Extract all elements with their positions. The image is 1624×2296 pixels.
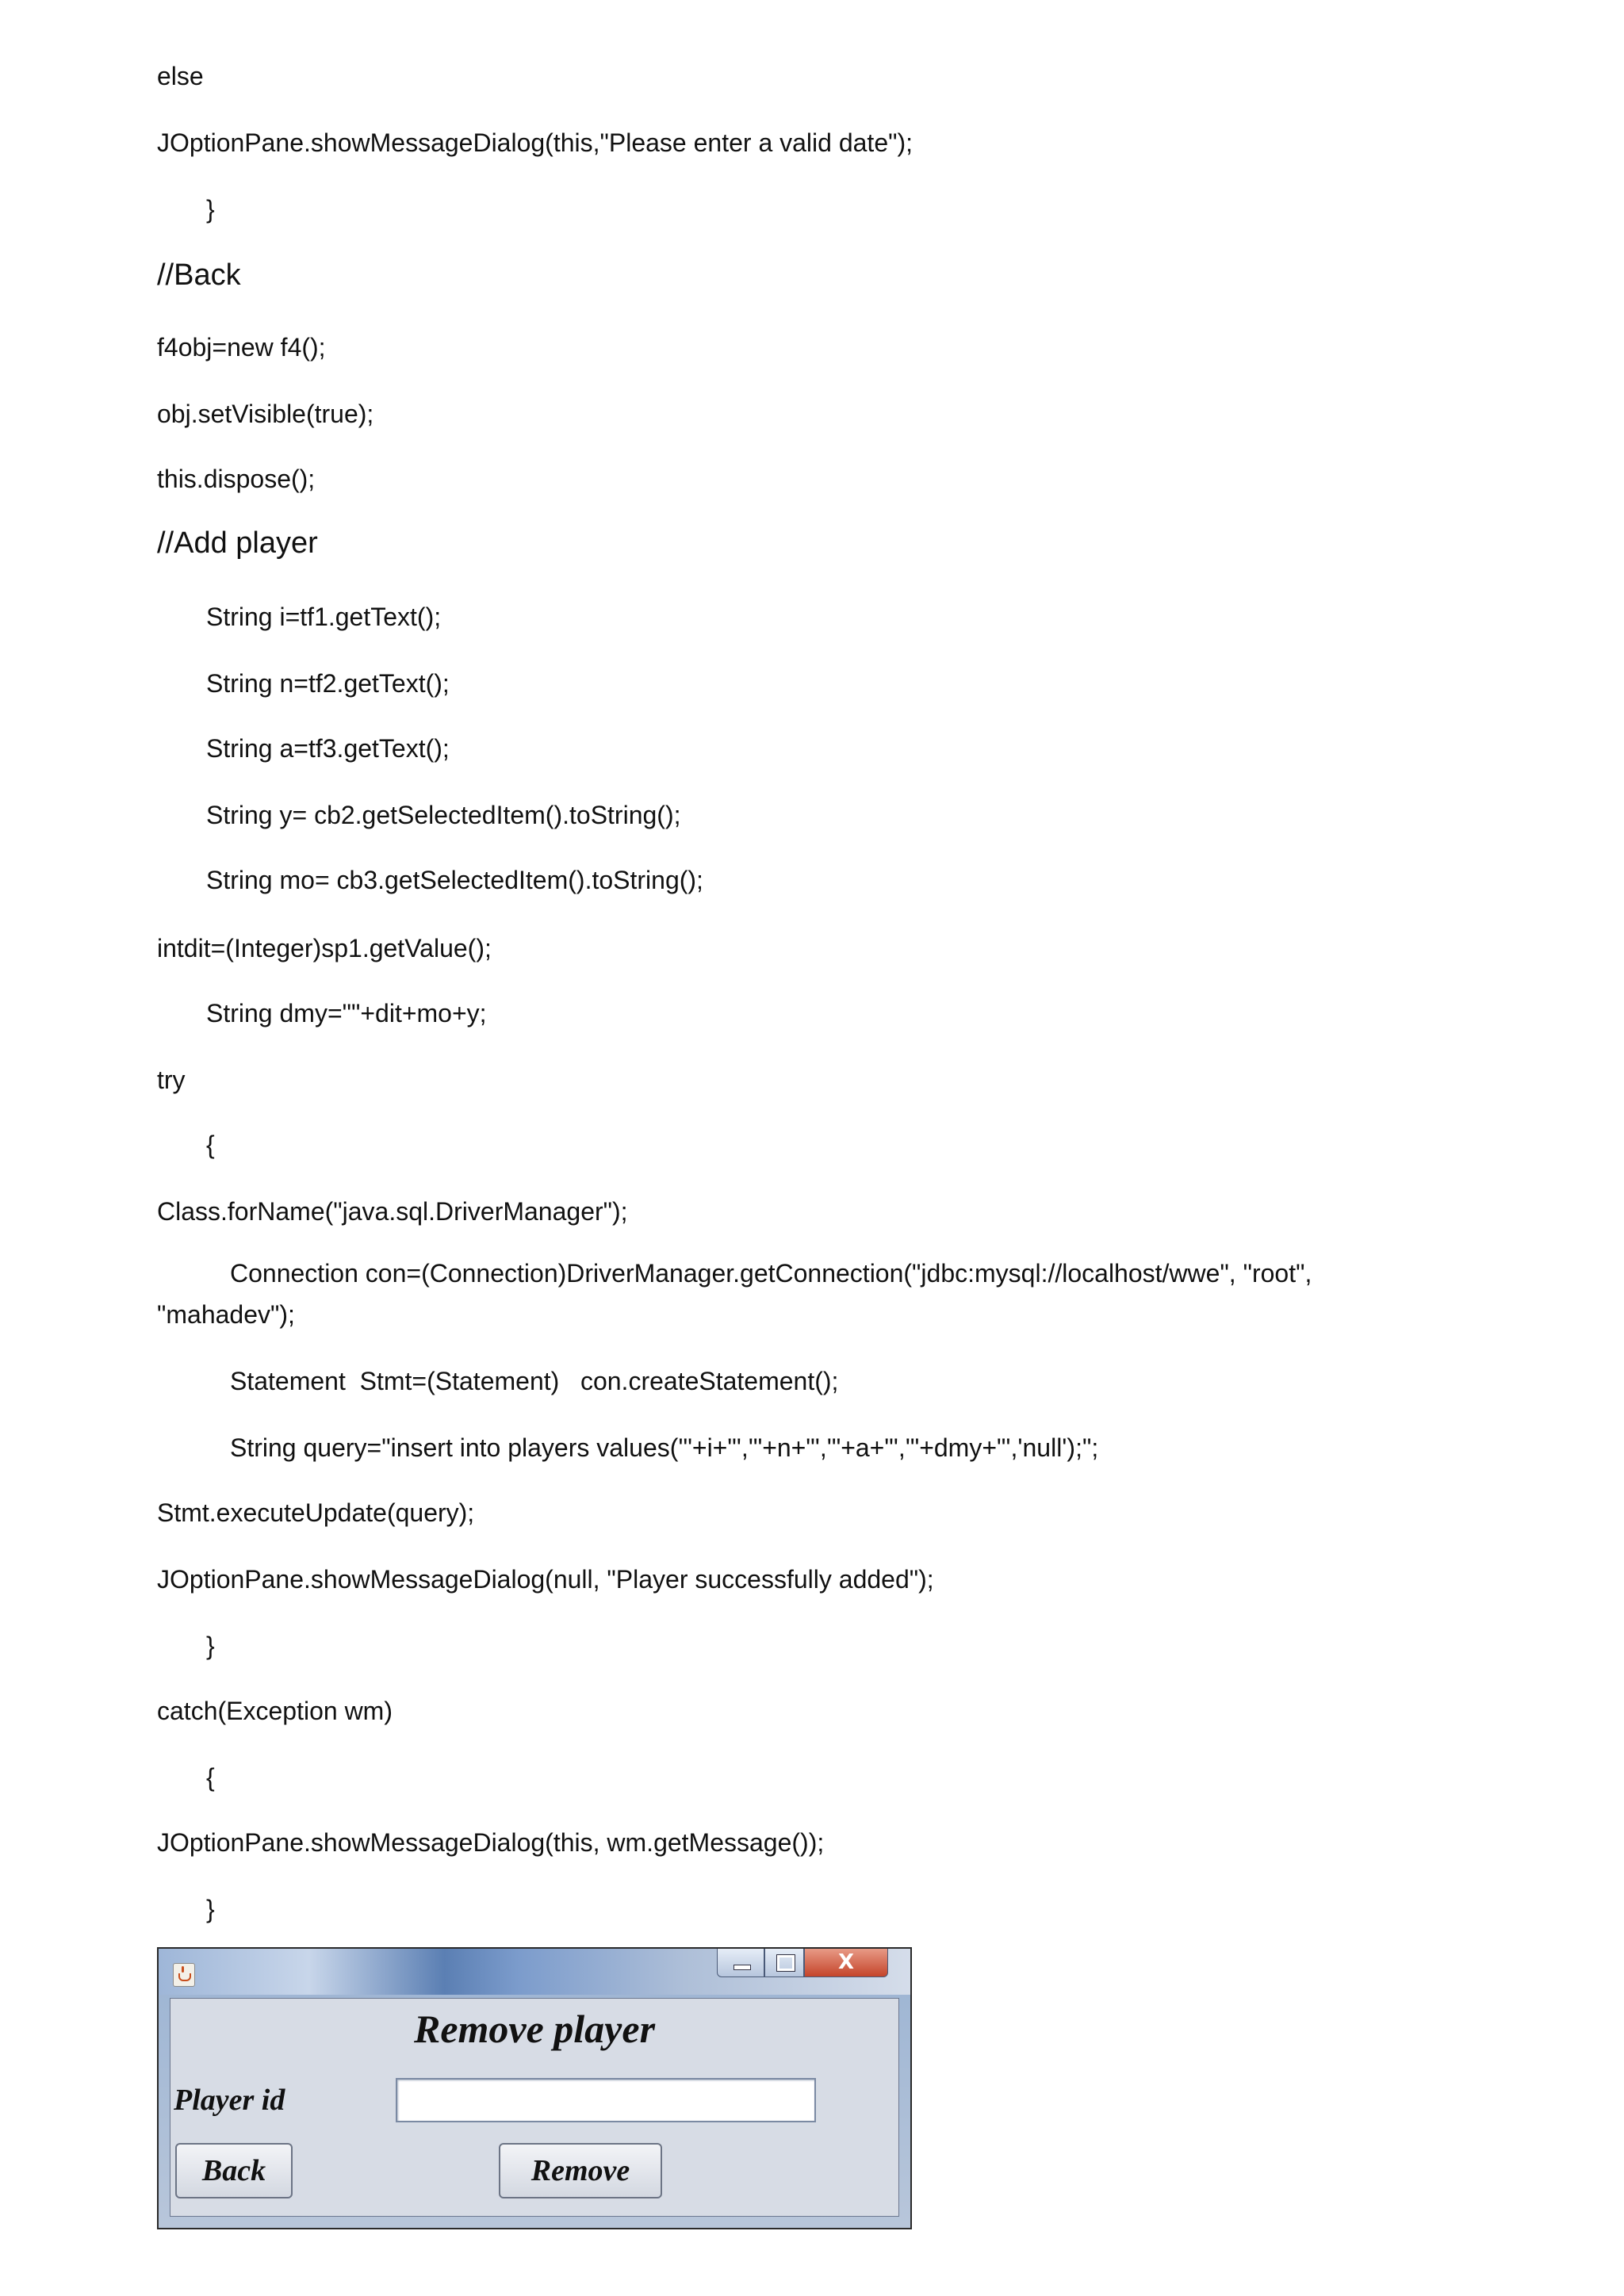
window-content-panel (170, 1998, 899, 2217)
back-button[interactable]: Back (175, 2143, 293, 2198)
code-line: String a=tf3.getText(); (206, 734, 450, 763)
code-line: try (157, 1066, 186, 1094)
code-line: Statement Stmt=(Statement) con.createStatement(); (230, 1367, 839, 1395)
code-line: this.dispose(); (157, 465, 316, 493)
maximize-button[interactable] (764, 1949, 804, 1977)
code-line: } (206, 195, 215, 224)
player-id-label: Player id (174, 2084, 285, 2117)
code-line: intdit=(Integer)sp1.getValue(); (157, 934, 492, 962)
code-line: String y= cb2.getSelectedItem().toString(); (206, 801, 681, 829)
code-line: else (157, 62, 204, 90)
window-titlebar[interactable] (159, 1949, 910, 1995)
code-line: } (206, 1895, 215, 1923)
code-line: "mahadev"); (157, 1300, 295, 1329)
window-heading: Remove player (413, 2007, 656, 2051)
code-line: JOptionPane.showMessageDialog(null, "Player successfully added"); (157, 1565, 934, 1594)
code-line: JOptionPane.showMessageDialog(this,"Please enter a valid date"); (157, 128, 914, 157)
code-line: catch(Exception wm) (157, 1697, 393, 1725)
code-line: Connection con=(Connection)DriverManager.getConnection("jdbc:mysql://localhost/wwe", "root", (230, 1259, 1312, 1288)
close-icon: X (837, 1950, 855, 1974)
close-button[interactable] (804, 1949, 888, 1977)
player-id-input[interactable] (396, 2078, 816, 2122)
minimize-button[interactable] (717, 1949, 764, 1977)
remove-player-window (157, 1947, 912, 2229)
code-line: JOptionPane.showMessageDialog(this, wm.getMessage()); (157, 1828, 825, 1857)
maximize-icon (777, 1955, 795, 1971)
code-line: { (206, 1763, 215, 1792)
code-line: String n=tf2.getText(); (206, 669, 450, 698)
code-line: String dmy=""+dit+mo+y; (206, 999, 487, 1027)
java-icon (173, 1963, 195, 1987)
code-comment: //Add player (157, 526, 318, 560)
remove-button[interactable]: Remove (499, 2143, 662, 2198)
code-line: { (206, 1131, 215, 1159)
code-line: obj.setVisible(true); (157, 400, 374, 428)
code-comment: //Back (157, 258, 241, 292)
code-line: f4obj=new f4(); (157, 333, 326, 362)
code-line: } (206, 1632, 215, 1660)
code-line: Stmt.executeUpdate(query); (157, 1498, 475, 1527)
code-line: String query="insert into players values('"+i+"','"+n+"','"+a+"','"+dmy+"','null');"; (230, 1433, 1099, 1462)
minimize-icon (733, 1965, 751, 1970)
code-line: Class.forName("java.sql.DriverManager"); (157, 1197, 628, 1226)
code-line: String i=tf1.getText(); (206, 603, 442, 631)
code-line: String mo= cb3.getSelectedItem().toString(); (206, 866, 703, 894)
